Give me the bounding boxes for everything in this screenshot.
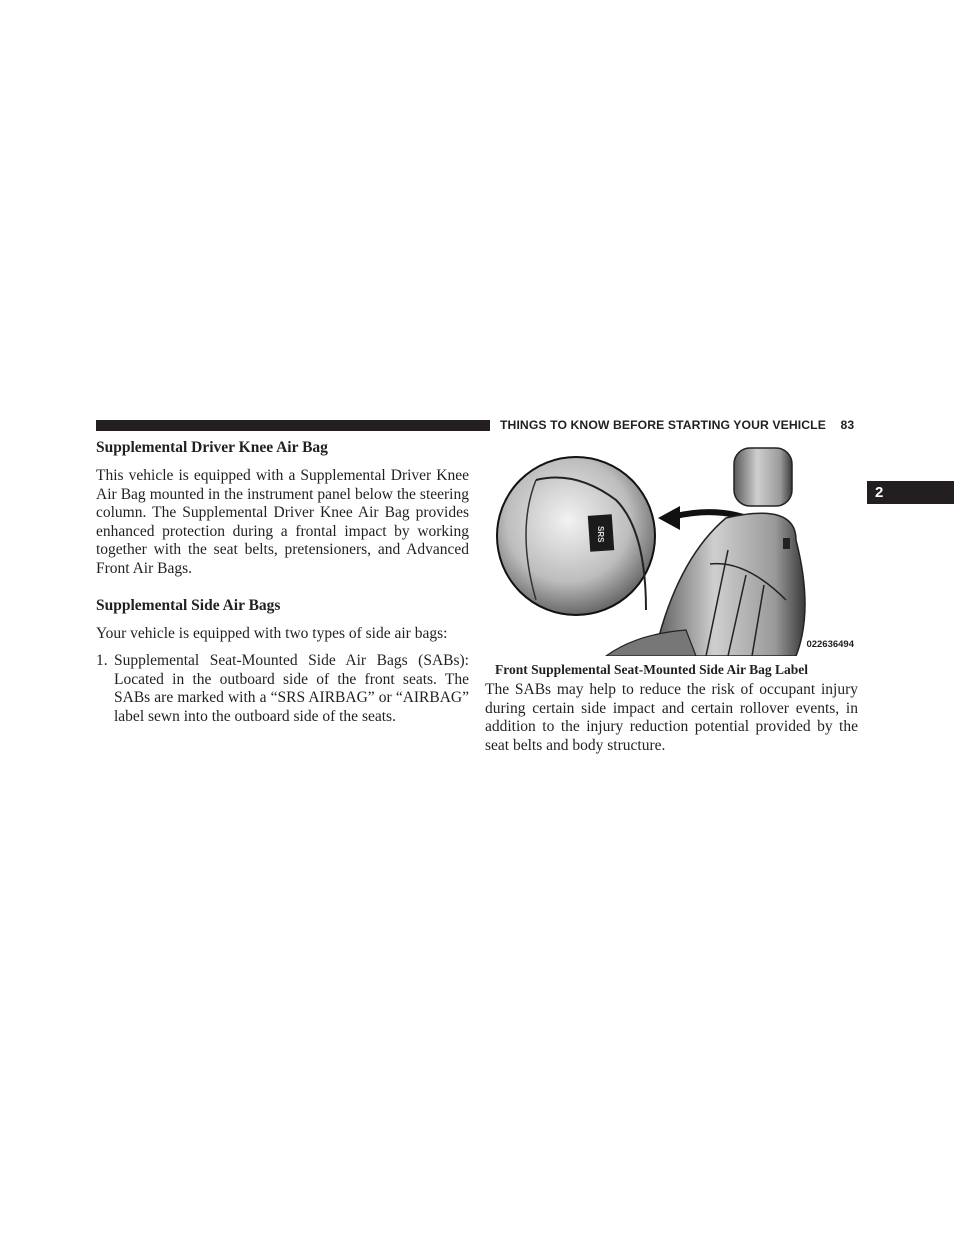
page-number: 83 bbox=[840, 418, 855, 432]
running-header bbox=[500, 418, 854, 432]
knee-air-bag-paragraph: This vehicle is equipped with a Supplemental Driver Knee Air Bag mounted in the instrument panel below the steering column. The Supplemental Driver Knee Air Bag provides enhanced protection during a frontal impact by working together with the seat belts, pretensioners, and Advanced Front Air Bags. bbox=[96, 467, 469, 577]
side-air-bags-intro: Your vehicle is equipped with two types of side air bags: bbox=[96, 624, 448, 642]
section-heading-knee-air-bag: Supplemental Driver Knee Air Bag bbox=[96, 439, 328, 456]
list-item bbox=[96, 652, 469, 726]
left-column bbox=[96, 438, 469, 727]
sab-benefit-paragraph: The SABs may help to reduce the risk of occupant injury during certain side impact and certain rollover events, in addition to the injury reduction potential provided by the seat belts and body structure. bbox=[485, 681, 858, 754]
seat-illustration-graphic bbox=[496, 440, 858, 656]
section-tab: 2 bbox=[867, 481, 954, 504]
list-item-number: 1. bbox=[96, 652, 108, 670]
section-heading-side-air-bags: Supplemental Side Air Bags bbox=[96, 596, 281, 614]
figure-id: 022636494 bbox=[806, 639, 854, 650]
seat-airbag-illustration bbox=[496, 440, 858, 656]
svg-text:SRS: SRS bbox=[596, 526, 605, 543]
list-item-text: Supplemental Seat-Mounted Side Air Bags (SABs): Located in the outboard side of the front seats. The SABs are marked with a “SRS AIRBAG” or “AIRBAG” label sewn into the outboard side of the seats. bbox=[114, 652, 469, 725]
figure-caption: Front Supplemental Seat-Mounted Side Air Bag Label bbox=[495, 662, 809, 677]
header-rule-bar bbox=[96, 420, 490, 431]
running-title: THINGS TO KNOW BEFORE STARTING YOUR VEHICLE bbox=[500, 418, 826, 432]
right-column bbox=[485, 681, 858, 764]
side-air-bag-list bbox=[96, 652, 469, 726]
